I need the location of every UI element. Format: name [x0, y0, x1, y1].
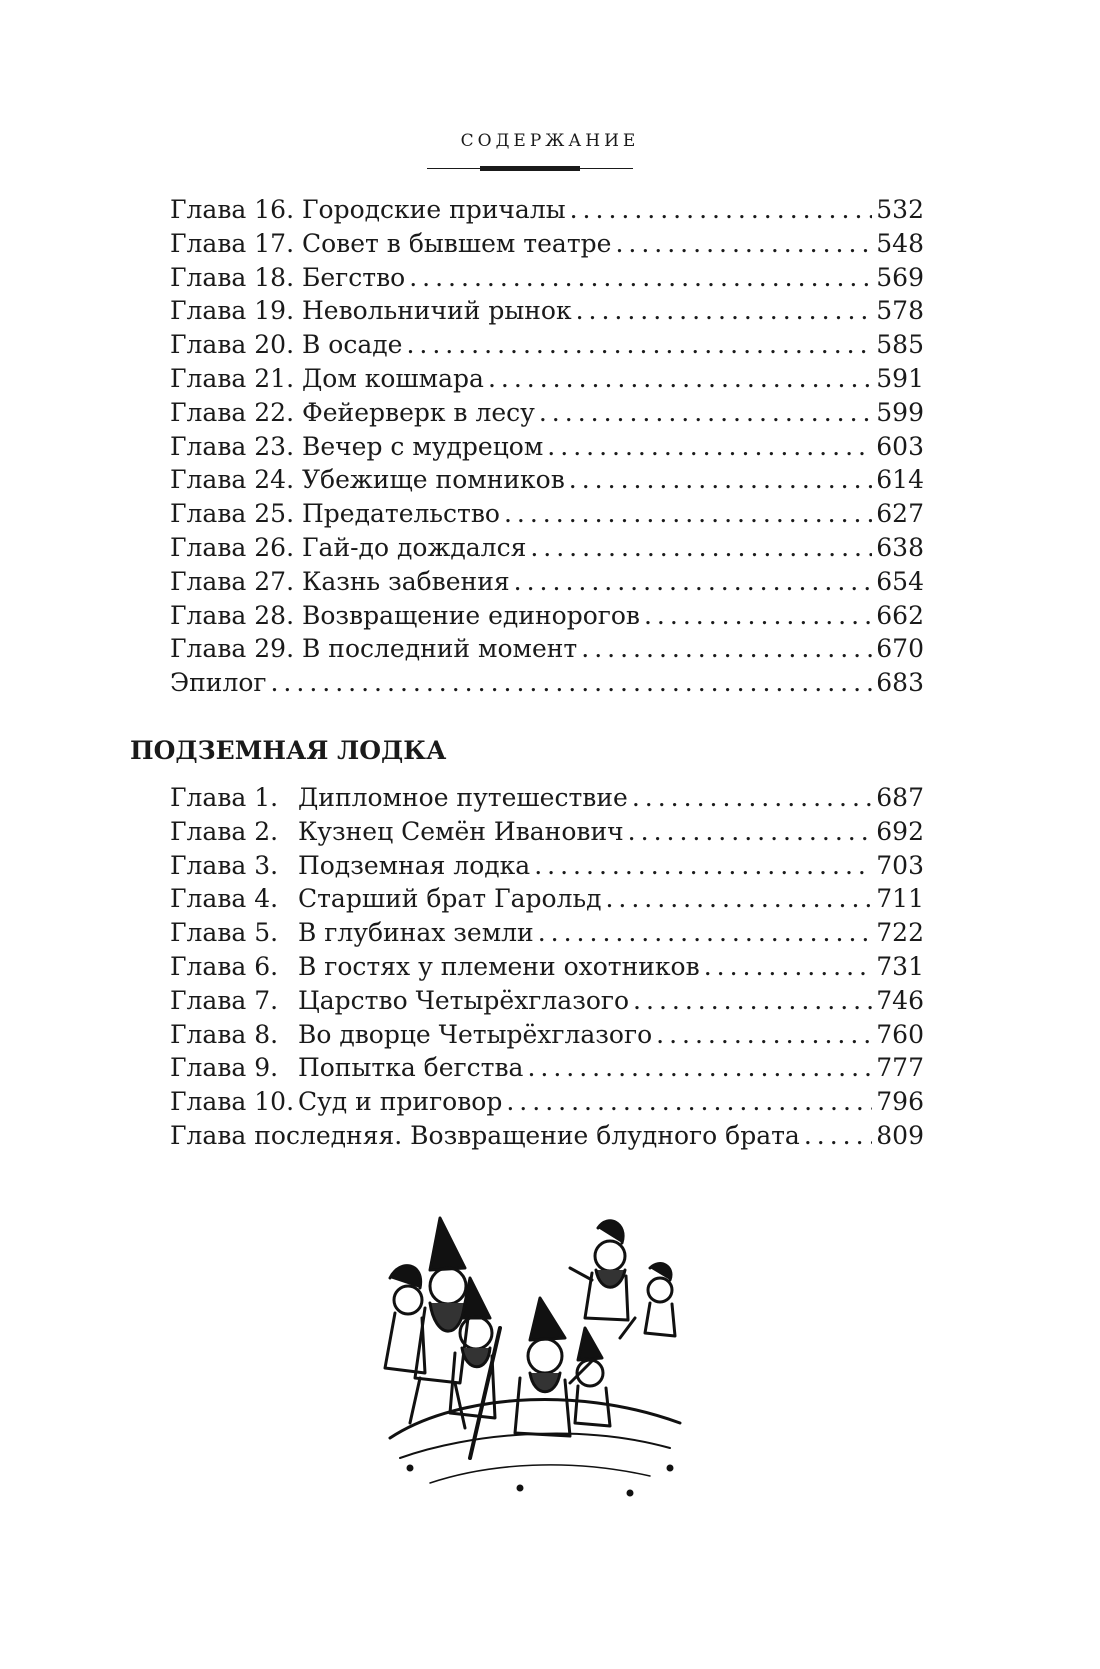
- toc-entry-number: Глава 28.: [170, 600, 295, 630]
- toc-entry-title: Во дворце Четырёхглазого: [297, 1019, 653, 1049]
- toc-entry-title: В глубинах земли: [297, 918, 534, 948]
- toc-entry-number: Глава 26.: [170, 532, 295, 562]
- toc-entry[interactable]: [170, 430, 924, 464]
- toc-leader-dots: [569, 463, 873, 497]
- toc-leader-dots: [628, 815, 873, 849]
- toc-leader-dots: [605, 882, 872, 916]
- toc-entry[interactable]: [170, 882, 924, 916]
- toc-entry-title: Попытка бегства: [297, 1053, 524, 1083]
- toc-entry-title: Старший брат Гарольд: [297, 884, 602, 914]
- toc-entry[interactable]: [170, 396, 924, 430]
- toc-entry-page: 809: [876, 1121, 924, 1150]
- toc-entry-label: [170, 497, 500, 531]
- toc-entry-page: 627: [876, 499, 924, 529]
- toc-entry-page: 591: [876, 363, 924, 393]
- toc-entry-title: Царство Четырёхглазого: [297, 985, 630, 1015]
- toc-entry-number: Глава 20.: [170, 330, 295, 360]
- toc-entry-page: 548: [876, 228, 924, 258]
- toc-entry-page: 683: [876, 668, 924, 698]
- toc-entry[interactable]: [170, 227, 924, 261]
- toc-leader-dots: [270, 666, 872, 700]
- toc-entry-label: [170, 1085, 502, 1119]
- toc-leader-dots: [538, 916, 873, 950]
- gnomes-illustration: [370, 1208, 690, 1508]
- toc-entry-number: Глава 6.: [170, 951, 279, 981]
- toc-entry-title: Городские причалы: [301, 195, 566, 224]
- toc-entry[interactable]: [170, 261, 924, 295]
- toc-entry-title: В гостях у племени охотников: [297, 951, 700, 981]
- toc-entry-label: [170, 227, 611, 261]
- toc-entry-number: Глава 22.: [170, 397, 295, 427]
- toc-entry-number: Глава 25.: [170, 499, 295, 529]
- toc-leader-dots: [576, 294, 873, 328]
- toc-entry-page: 599: [876, 397, 924, 427]
- toc-entry-title: Казнь забвения: [301, 566, 510, 596]
- toc-entry[interactable]: [170, 815, 924, 849]
- toc-entry-page: 760: [876, 1019, 924, 1049]
- toc-entry-page: 670: [876, 634, 924, 664]
- toc-entry-number: Глава 8.: [170, 1019, 279, 1049]
- toc-entry-page: 731: [876, 951, 924, 981]
- toc-entry[interactable]: [170, 632, 924, 666]
- toc-entry-label: [170, 984, 629, 1018]
- toc-entry-label: [170, 599, 640, 633]
- toc-entry-page: 614: [876, 465, 924, 495]
- toc-entry-title: Невольничий рынок: [301, 296, 572, 326]
- toc-leader-dots: [804, 1119, 872, 1153]
- toc-leader-dots: [633, 984, 872, 1018]
- toc-leader-dots: [504, 497, 872, 531]
- toc-entry-title: Гай-до дождался: [301, 532, 527, 562]
- toc-entry-number: Глава 5.: [170, 918, 279, 948]
- toc-entry-label: [170, 1051, 523, 1085]
- toc-entry-number: Глава 23.: [170, 431, 295, 461]
- toc-entry-page: 662: [876, 600, 924, 630]
- toc-leader-dots: [570, 193, 873, 227]
- toc-entry-page: 711: [876, 884, 924, 914]
- toc-entry-number: Глава 16.: [170, 195, 295, 224]
- toc-entry-title: Подземная лодка: [297, 850, 531, 880]
- toc-entry[interactable]: [170, 565, 924, 599]
- toc-leader-dots: [644, 599, 872, 633]
- toc-leader-dots: [506, 1085, 872, 1119]
- toc-entry-number: Глава 10.: [170, 1087, 295, 1117]
- toc-entry[interactable]: [170, 849, 924, 883]
- toc-entry-title: В последний момент: [301, 634, 578, 664]
- toc-entry-page: 638: [876, 532, 924, 562]
- toc-entry-label: [170, 294, 572, 328]
- toc-entry-label: [170, 849, 530, 883]
- toc-leader-dots: [656, 1018, 872, 1052]
- toc-entry-label: [170, 666, 266, 700]
- toc-entry-label: [170, 261, 405, 295]
- toc-entry[interactable]: [170, 950, 924, 984]
- toc-leader-dots: [514, 565, 873, 599]
- toc-entry[interactable]: [170, 984, 924, 1018]
- toc-entry[interactable]: [170, 362, 924, 396]
- toc-entry-title: Суд и приговор: [297, 1087, 503, 1117]
- toc-entry-number: Глава 18.: [170, 262, 295, 292]
- toc-entry[interactable]: [170, 1051, 924, 1085]
- toc-entry[interactable]: [170, 328, 924, 362]
- toc-entry-label: [170, 328, 402, 362]
- toc-leader-dots: [488, 362, 872, 396]
- toc-entry-page: 532: [876, 195, 924, 224]
- toc-entry[interactable]: [170, 463, 924, 497]
- toc-entry-number: Глава 24.: [170, 465, 295, 495]
- toc-entry-label: [170, 463, 565, 497]
- toc-entry-label: [170, 781, 628, 815]
- toc-entry-number: Глава 7.: [170, 985, 279, 1015]
- toc-leader-dots: [530, 531, 872, 565]
- toc-entry-page: 687: [876, 783, 924, 812]
- toc-entry-title: Вечер с мудрецом: [301, 431, 544, 461]
- toc-entry[interactable]: [170, 531, 924, 565]
- toc-leader-dots: [547, 430, 872, 464]
- toc-entry-number: Глава 9.: [170, 1053, 279, 1083]
- toc-entry[interactable]: [170, 916, 924, 950]
- toc-entry-number: Глава 29.: [170, 634, 295, 664]
- toc-entry-page: 654: [876, 566, 924, 596]
- toc-entry-page: 585: [876, 330, 924, 360]
- toc-entry-number: Глава 4.: [170, 884, 279, 914]
- toc-entry-page: 722: [876, 918, 924, 948]
- toc-entry[interactable]: [170, 1018, 924, 1052]
- toc-leader-dots: [406, 328, 872, 362]
- toc-part1: [170, 193, 924, 700]
- toc-entry-title: Бегство: [301, 262, 406, 292]
- toc-entry-title: Предательство: [301, 499, 500, 529]
- toc-entry-page: 569: [876, 262, 924, 292]
- toc-entry-title: Убежище помников: [301, 465, 565, 495]
- toc-leader-dots: [704, 950, 873, 984]
- toc-entry-label: [170, 396, 535, 430]
- toc-entry-title: Возвращение единорогов: [301, 600, 640, 630]
- toc-entry-page: 777: [876, 1053, 924, 1083]
- toc-entry-number: Глава 2.: [170, 816, 279, 846]
- section-title: ПОДЗЕМНАЯ ЛОДКА: [130, 736, 447, 765]
- toc-part2: [170, 781, 924, 1119]
- toc-entry-number: Глава 1.: [170, 783, 279, 812]
- toc-entry-number: Глава 17.: [170, 228, 295, 258]
- toc-leader-dots: [534, 849, 872, 883]
- running-head: СОДЕРЖАНИЕ: [460, 131, 640, 151]
- toc-entry-number: Глава 27.: [170, 566, 295, 596]
- toc-entry-page: 703: [876, 850, 924, 880]
- toc-entry-label: [170, 916, 534, 950]
- toc-entry[interactable]: [170, 666, 924, 700]
- toc-entry-label: [170, 430, 543, 464]
- toc-entry-number: Глава 19.: [170, 296, 295, 326]
- toc-entry-number: Глава 3.: [170, 850, 279, 880]
- toc-entry-title: Дом кошмара: [301, 363, 484, 393]
- toc-entry-label: [170, 815, 624, 849]
- toc-entry[interactable]: [170, 294, 924, 328]
- toc-entry[interactable]: [170, 599, 924, 633]
- toc-entry-label: [170, 1018, 652, 1052]
- toc-entry[interactable]: [170, 497, 924, 531]
- toc-entry[interactable]: [170, 1119, 924, 1153]
- toc-leader-dots: [615, 227, 872, 261]
- toc-entry-label: [170, 950, 700, 984]
- toc-entry-number: Глава 21.: [170, 363, 295, 393]
- toc-entry-label: [170, 193, 566, 227]
- toc-entry-title: Фейерверк в лесу: [301, 397, 535, 427]
- toc-entry-label: [170, 531, 526, 565]
- toc-entry-label: [170, 882, 601, 916]
- toc-entry-title: Дипломное путешествие: [297, 783, 628, 812]
- toc-entry[interactable]: [170, 1085, 924, 1119]
- toc-entry-title: Эпилог: [170, 668, 267, 698]
- head-rule-accent: [480, 166, 580, 171]
- toc-entry-title: Кузнец Семён Иванович: [297, 816, 624, 846]
- toc-entry-title: Совет в бывшем театре: [301, 228, 612, 258]
- toc-entry[interactable]: [170, 193, 924, 227]
- toc-entry-title: В осаде: [301, 330, 403, 360]
- toc-leader-dots: [527, 1051, 872, 1085]
- toc-leader-dots: [632, 781, 872, 815]
- toc-entry-page: 746: [876, 985, 924, 1015]
- toc-entry-title: Глава последняя. Возвращение блудного брата: [170, 1121, 800, 1150]
- toc-entry-label: [170, 565, 510, 599]
- toc-entry-page: 692: [876, 816, 924, 846]
- toc-entry-label: [170, 632, 577, 666]
- toc-leader-dots: [581, 632, 872, 666]
- toc-leader-dots: [539, 396, 872, 430]
- toc-part2-last: [170, 1119, 924, 1153]
- toc-entry-page: 603: [876, 431, 924, 461]
- toc-leader-dots: [409, 261, 872, 295]
- toc-entry-page: 578: [876, 296, 924, 326]
- toc-entry[interactable]: [170, 781, 924, 815]
- toc-entry-label: [170, 362, 484, 396]
- toc-entry-page: 796: [876, 1087, 924, 1117]
